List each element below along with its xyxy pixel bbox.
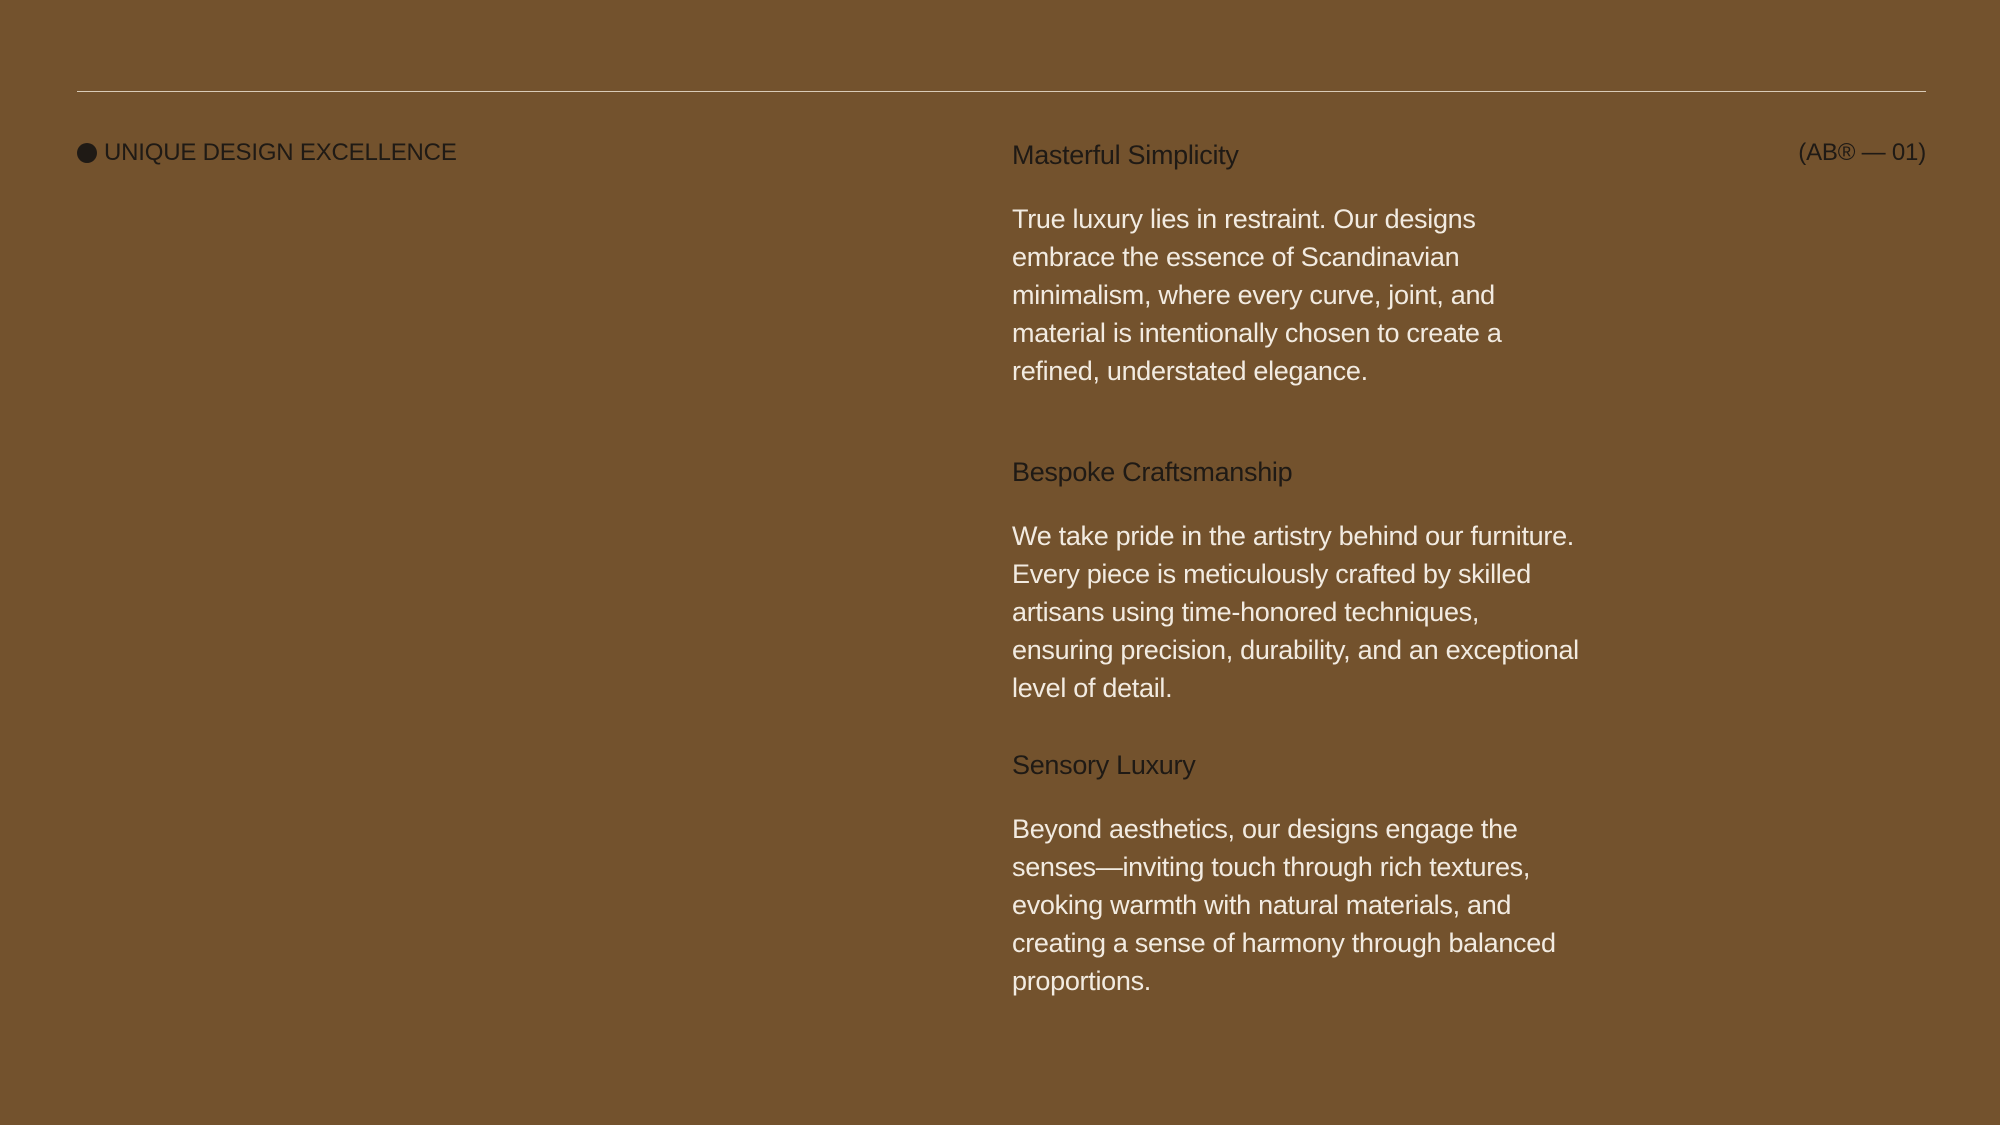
feature-title: Bespoke Craftsmanship	[1012, 457, 1293, 487]
reference-tag: (AB® — 01)	[1798, 139, 1926, 166]
section-eyebrow	[77, 138, 457, 168]
eyebrow-label: UNIQUE DESIGN EXCELLENCE	[104, 139, 457, 166]
feature-description: Beyond aesthetics, our designs engage the senses—inviting touch through rich textures, evoking warmth with natural materials, and creating a sense of harmony through balanced proportions.	[1012, 814, 1556, 996]
feature-title: Sensory Luxury	[1012, 750, 1196, 780]
feature-title: Masterful Simplicity	[1012, 140, 1239, 170]
feature-description: We take pride in the artistry behind our furniture. Every piece is meticulously crafted by skilled artisans using time-honored techniques, ensuring precision, durability, and an exceptional level of detail.	[1012, 521, 1579, 703]
feature-masterful-simplicity	[1012, 138, 1582, 390]
bullet-dot-icon	[77, 143, 97, 163]
top-divider	[77, 91, 1926, 92]
feature-sensory-luxury	[1012, 748, 1582, 1000]
feature-bespoke-craftsmanship	[1012, 455, 1582, 707]
feature-description: True luxury lies in restraint. Our designs embrace the essence of Scandinavian minimalism, where every curve, joint, and material is intentionally chosen to create a refined, understated elegance.	[1012, 204, 1502, 386]
